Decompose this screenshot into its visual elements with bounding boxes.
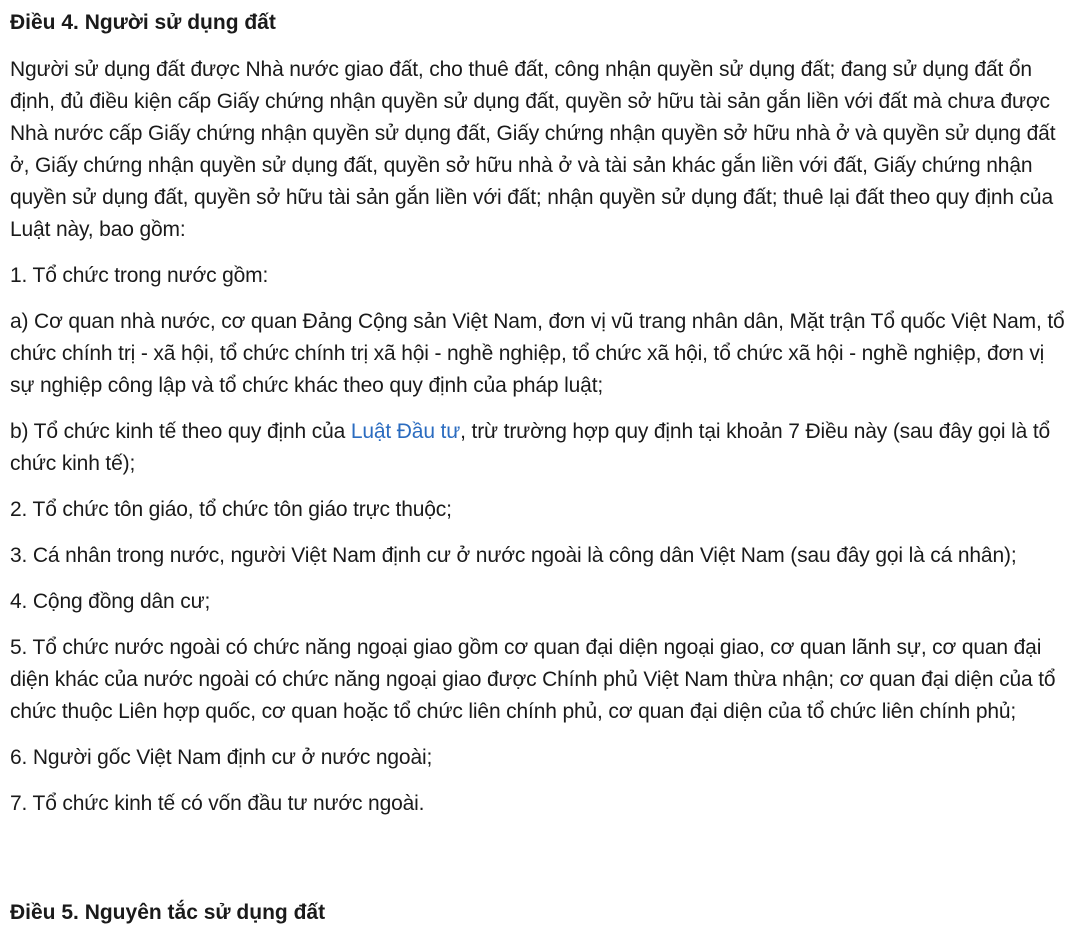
clause-1: 1. Tổ chức trong nước gồm: — [10, 264, 269, 287]
article-heading: Điều 4. Người sử dụng đất — [10, 11, 276, 34]
clause-3: 3. Cá nhân trong nước, người Việt Nam định cư ở nước ngoài là công dân Việt Nam (sau đây gọi là cá nhân); — [10, 544, 1017, 567]
investment-law-link[interactable]: Luật Đầu tư — [350, 420, 461, 443]
clause-6: 6. Người gốc Việt Nam định cư ở nước ngoài; — [10, 746, 433, 769]
clause-1b-text-before: b) Tổ chức kinh tế theo quy định của — [10, 420, 351, 443]
article-intro: Người sử dụng đất được Nhà nước giao đất, cho thuê đất, công nhận quyền sử dụng đất; đang sử dụng đất ổn định, đủ điều kiện cấp Giấy chứng nhận quyền sử dụng đất, quyền sở hữu tài sản gắn liền với đất mà chưa được Nhà nước cấp Giấy chứng nhận quyền sử dụng đất, Giấy chứng nhận quyền sở hữu nhà ở và quyền sử dụng đất ở, Giấy chứng nhận quyền sử dụng đất, quyền sở hữu nhà ở và tài sản khác gắn liền với đất, Giấy chứng nhận quyền sử dụng đất, quyền sở hữu tài sản gắn liền với đất; nhận quyền sử dụng đất; thuê lại đất theo quy định của Luật này, bao gồm: — [10, 58, 1056, 241]
clause-5: 5. Tổ chức nước ngoài có chức năng ngoại giao gồm cơ quan đại diện ngoại giao, cơ quan lãnh sự, cơ quan đại diện khác của nước ngoài có chức năng ngoại giao được Chính phủ Việt Nam thừa nhận; cơ quan đại diện của tổ chức thuộc Liên hợp quốc, cơ quan hoặc tổ chức liên chính phủ, cơ quan đại diện của tổ chức liên chính phủ; — [10, 636, 1056, 723]
clause-2: 2. Tổ chức tôn giáo, tổ chức tôn giáo trực thuộc; — [10, 498, 452, 521]
clause-7: 7. Tổ chức kinh tế có vốn đầu tư nước ngoài. — [10, 792, 425, 815]
clause-1a: a) Cơ quan nhà nước, cơ quan Đảng Cộng sản Việt Nam, đơn vị vũ trang nhân dân, Mặt trận Tổ quốc Việt Nam, tổ chức chính trị - xã hội, tổ chức chính trị xã hội - nghề nghiệp, tổ chức xã hội, tổ chức xã hội - nghề nghiệp, đơn vị sự nghiệp công lập và tổ chức khác theo quy định của pháp luật; — [10, 310, 1065, 397]
next-article-heading: Điều 5. Nguyên tắc sử dụng đất — [10, 901, 326, 924]
article-content — [10, 8, 1066, 834]
clause-1b — [10, 416, 1066, 480]
clause-1b-text-after: , trừ trường hợp quy định tại khoản 7 Điều này (sau đây gọi là tổ chức kinh tế); — [10, 420, 1051, 475]
clause-4: 4. Cộng đồng dân cư; — [10, 590, 211, 613]
